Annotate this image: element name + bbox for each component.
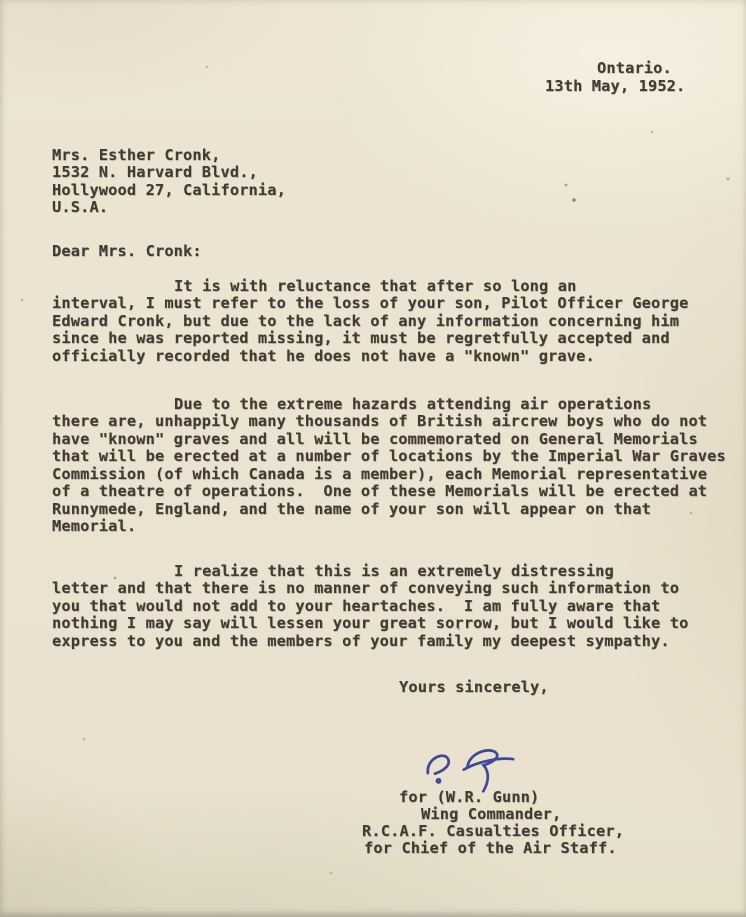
signature-line: for (W.R. Gunn) (399, 788, 540, 806)
letter-line: I realize that this is an extremely distressing (174, 562, 614, 580)
letter-line: Commission (of which Canada is a member), each Memorial representative (52, 464, 708, 483)
address-line: Hollywood 27, California, (52, 180, 286, 199)
signature-line: for Chief of the Air Staff. (364, 839, 617, 857)
address-line: Mrs. Esther Cronk, (52, 146, 221, 164)
address-line: 1532 N. Harvard Blvd., (52, 163, 258, 182)
address-line: U.S.A. (52, 198, 109, 217)
signature-line: R.C.A.F. Casualties Officer, (362, 822, 625, 840)
paragraph-1 (52, 278, 688, 365)
letter-line: Due to the extreme hazards attending air operations (174, 395, 652, 413)
letter-line: there are, unhappily many thousands of British aircrew boys who do not (52, 412, 708, 431)
letter-line: It is with reluctance that after so long an (174, 277, 577, 295)
letter-line: officially recorded that he does not have a "known" grave. (52, 346, 595, 365)
signature-line: Wing Commander, (421, 805, 562, 823)
salutation: Dear Mrs. Cronk: (52, 242, 202, 260)
letter-line: nothing I may say will lessen your great sorrow, but I would like to (52, 614, 689, 633)
recipient-address (52, 147, 286, 217)
letter-date: 13th May, 1952. (545, 77, 686, 95)
letter-line: since he was reported missing, it must be regretfully accepted and (52, 329, 670, 348)
letter-place: Ontario. (597, 59, 672, 77)
letter-line: letter and that there is no manner of conveying such information to (52, 579, 680, 598)
letter-line: Runnymede, England, and the name of your son will appear on that (52, 499, 652, 518)
paragraph-2 (52, 396, 726, 536)
paper-specks (0, 0, 2, 2)
paragraph-3 (52, 563, 688, 650)
letter-line: that will be erected at a number of locations by the Imperial War Graves (52, 447, 726, 466)
letter-line: of a theatre of operations. One of these Memorials will be erected at (52, 482, 708, 501)
letter-line: you that would not add to your heartaches. I am fully aware that (52, 596, 661, 615)
letter-line: interval, I must refer to the loss of your son, Pilot Officer George (52, 294, 689, 313)
letter-line: express to you and the members of your family my deepest sympathy. (52, 631, 670, 650)
letter-line: Memorial. (52, 517, 137, 536)
letter-line: have "known" graves and all will be commemorated on General Memorials (52, 429, 698, 448)
letter-line: Edward Cronk, but due to the lack of any information concerning him (52, 311, 680, 330)
scan-bottom-edge (0, 911, 746, 917)
closing-line: Yours sincerely, (399, 678, 549, 696)
